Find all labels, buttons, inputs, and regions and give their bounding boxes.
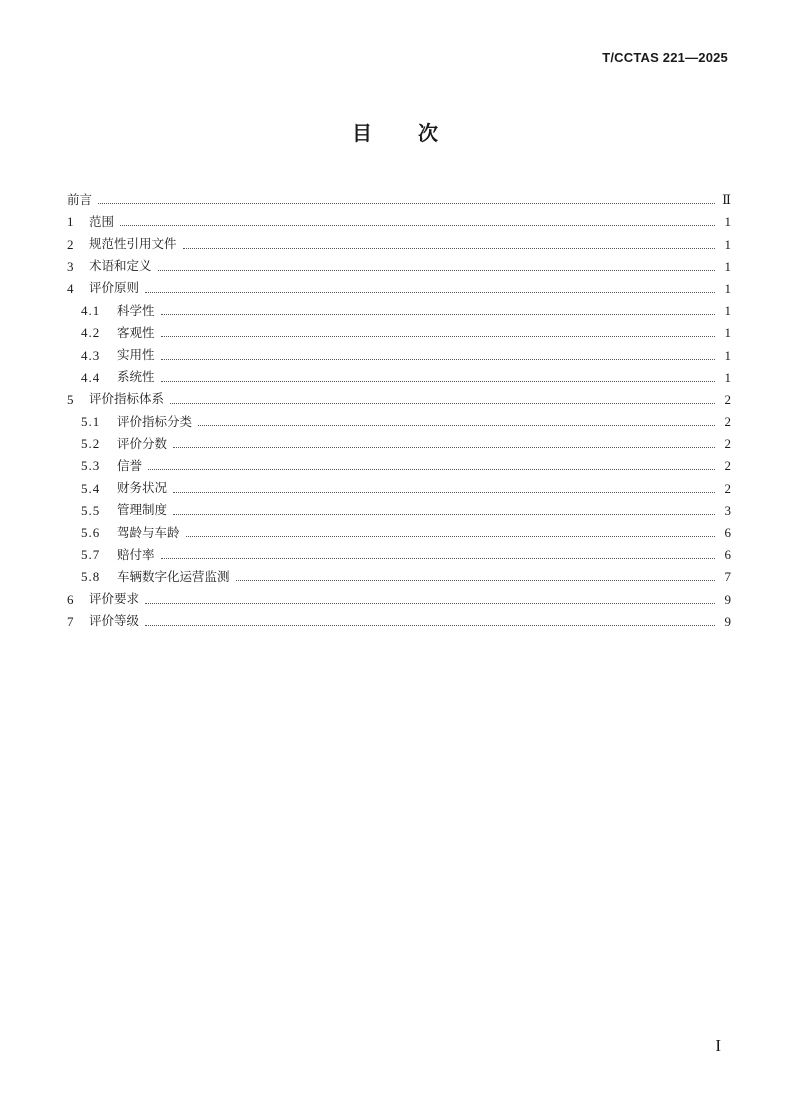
toc-entry-number: 5.3 [81,458,101,474]
toc-dot-leader [145,602,715,604]
toc-entry-number: 4.3 [81,347,101,363]
toc-dot-leader [161,335,715,337]
toc-entry-title: 实用性 [117,347,155,362]
toc-entry-title: 车辆数字化运营监测 [117,568,230,584]
toc-entry[interactable] [67,495,731,517]
toc-dot-leader [120,224,715,226]
toc-entry-page: 6 [724,547,731,563]
toc-entry-title: 术语和定义 [89,258,152,274]
toc-entry-page: 1 [724,280,731,296]
toc-entry-page: 1 [724,347,731,363]
toc-entry-title: 评价指标分类 [117,413,193,429]
toc-entry-title: 评价要求 [89,591,140,607]
toc-entry-number: 4.4 [81,369,101,385]
toc-dot-leader [161,313,715,315]
toc-entry-title: 规范性引用文件 [89,236,177,252]
toc-entry[interactable] [67,228,731,250]
toc-entry[interactable] [67,472,731,494]
toc-entry-page: 2 [724,458,731,474]
toc-dot-leader [145,624,715,626]
toc-dot-leader [186,535,715,537]
toc-dot-leader [173,446,715,448]
toc-entry[interactable] [67,583,731,605]
toc-entry[interactable] [67,384,731,406]
toc-entry[interactable] [67,362,731,384]
toc-entry-title: 评价原则 [89,280,140,296]
toc-entry-number: 6 [67,591,74,607]
toc-entry-number: 5 [67,391,74,407]
page-number: I [715,1036,721,1055]
toc-entry-number: 5.1 [81,414,101,430]
toc-entry[interactable] [67,251,731,273]
toc-entry-title: 评价指标体系 [89,391,165,407]
toc-entry-number: 5.4 [81,480,101,496]
toc-entry-title: 系统性 [117,369,155,385]
toc-dot-leader [183,247,715,249]
toc-entry-page: 6 [724,525,731,540]
toc-dot-leader [98,202,715,204]
toc-entry[interactable] [67,406,731,428]
toc-entry[interactable] [67,517,731,539]
toc-entry-page: 2 [724,414,731,430]
toc-entry-title: 前言 [67,191,93,207]
toc-entry[interactable] [67,295,731,317]
toc-entry-page: Ⅱ [722,192,731,208]
toc-entry[interactable] [67,339,731,361]
toc-entry-page: 1 [724,214,731,230]
document-code: T/CCTAS 221—2025 [602,50,728,65]
toc-dot-leader [170,402,715,404]
toc-entry-title: 管理制度 [117,502,168,518]
toc-dot-leader [161,380,715,382]
toc-entry-number: 7 [67,613,74,629]
toc-entry-page: 9 [724,613,731,629]
table-of-contents [67,184,731,628]
toc-entry-title: 评价等级 [89,613,140,629]
toc-entry-number: 5.5 [81,502,101,518]
toc-entry-number: 5.2 [81,436,101,452]
toc-entry-title: 评价分数 [117,435,168,451]
toc-entry[interactable] [67,561,731,583]
toc-entry[interactable] [67,606,731,628]
toc-dot-leader [173,513,715,515]
toc-entry-number: 4.1 [81,303,101,319]
toc-dot-leader [158,269,715,271]
toc-entry[interactable] [67,317,731,339]
toc-entry-title: 赔付率 [117,546,155,562]
toc-entry-title: 客观性 [117,324,155,340]
toc-entry-page: 2 [724,391,731,407]
toc-dot-leader [161,358,715,360]
toc-dot-leader [145,291,715,293]
toc-entry-number: 4.2 [81,325,101,341]
toc-entry-page: 1 [724,303,731,319]
toc-entry[interactable] [67,206,731,228]
toc-entry-page: 2 [724,480,731,496]
toc-dot-leader [148,468,715,470]
toc-entry-page: 1 [724,325,731,341]
toc-entry[interactable] [67,428,731,450]
toc-entry[interactable] [67,450,731,472]
toc-dot-leader [198,424,715,426]
toc-entry-page: 1 [724,258,731,274]
toc-entry-title: 科学性 [117,302,155,318]
toc-entry-number: 5.8 [81,569,101,585]
toc-entry-page: 7 [724,569,731,585]
toc-entry[interactable] [67,539,731,561]
toc-dot-leader [236,579,715,581]
toc-entry-title: 财务状况 [117,480,168,496]
toc-entry-number: 5.6 [81,525,101,540]
toc-entry-number: 3 [67,258,74,274]
toc-entry-page: 1 [724,369,731,385]
toc-entry-page: 3 [724,502,731,518]
toc-entry-number: 5.7 [81,547,101,563]
toc-entry-title: 信誉 [117,457,143,473]
toc-entry-title: 范围 [89,213,115,229]
toc-title: 目次 [352,121,484,145]
toc-entry-page: 2 [724,436,731,452]
toc-entry-number: 4 [67,280,74,296]
toc-dot-leader [173,491,715,493]
toc-entry-title: 驾龄与车龄 [117,524,180,540]
toc-dot-leader [161,557,715,559]
toc-entry[interactable] [67,273,731,295]
toc-entry-page: 1 [724,236,731,252]
toc-entry[interactable] [67,184,731,206]
toc-entry-number: 2 [67,236,74,252]
toc-entry-number: 1 [67,214,74,230]
toc-entry-page: 9 [724,591,731,607]
